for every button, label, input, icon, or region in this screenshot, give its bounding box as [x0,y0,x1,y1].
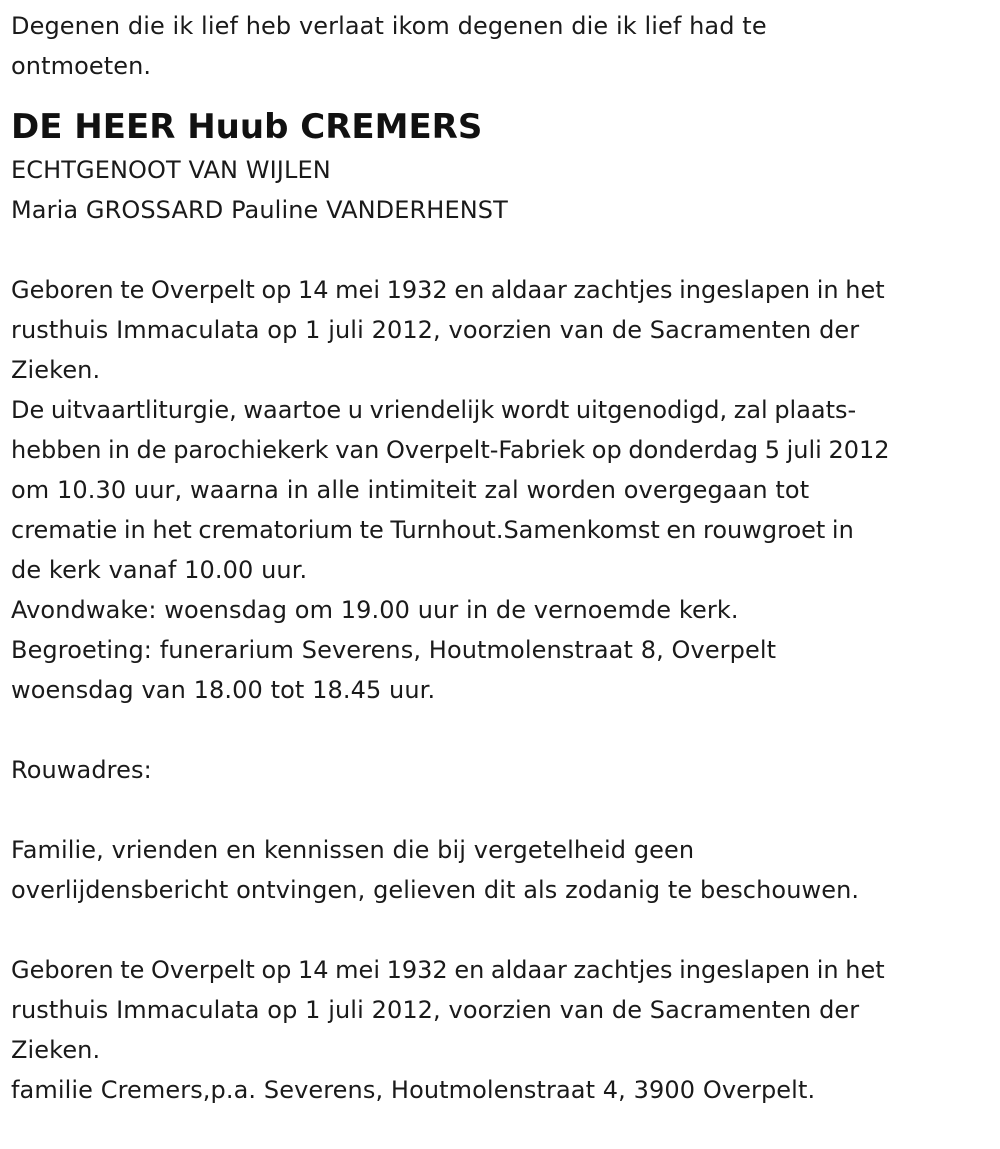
detail-line: rusthuis Immaculata op 1 juli 2012, voorzien van de Sacramenten der [11,316,860,344]
detail-line: de kerk vanaf 10.00 uur. [11,556,308,584]
detail-line: woensdag van 18.00 tot 18.45 uur. [11,676,436,704]
detail-line: Geboren te Overpelt op 14 mei 1932 en aldaar zachtjes ingeslapen in het [11,276,885,304]
contact-address: familie Cremers,p.a. Severens, Houtmolenstraat 4, 3900 Overpelt. [11,1076,816,1104]
spouse-label: ECHTGENOOT VAN WIJLEN [11,156,331,184]
spacer [11,230,990,270]
detail-line: hebben in de parochiekerk van Overpelt-Fabriek op donderdag 5 juli 2012 [11,436,890,464]
detail-line: om 10.30 uur, waarna in alle intimiteit zal worden overgegaan tot [11,476,810,504]
repeat-line: rusthuis Immaculata op 1 juli 2012, voorzien van de Sacramenten der [11,996,860,1024]
family-line: overlijdensbericht ontvingen, gelieven dit als zodanig te beschouwen. [11,876,860,904]
spacer [11,790,990,830]
spouse-names: Maria GROSSARD Pauline VANDERHENST [11,196,508,224]
detail-line: De uitvaartliturgie, waartoe u vriendelijk wordt uitgenodigd, zal plaats- [11,396,857,424]
detail-line: Avondwake: woensdag om 19.00 uur in de vernoemde kerk. [11,596,739,624]
quote-line: ontmoeten. [11,52,152,80]
repeat-line: Geboren te Overpelt op 14 mei 1932 en aldaar zachtjes ingeslapen in het [11,956,885,984]
detail-line: Zieken. [11,356,101,384]
address-label: Rouwadres: [11,756,152,784]
detail-line: crematie in het crematorium te Turnhout.Samenkomst en rouwgroet in [11,516,854,544]
detail-line: Begroeting: funerarium Severens, Houtmolenstraat 8, Overpelt [11,636,777,664]
funeral-details [11,270,990,710]
spacer [11,710,990,750]
family-notice [11,830,990,910]
quote-line: Degenen die ik lief heb verlaat ikom degenen die ik lief had te [11,12,767,40]
opening-quote [11,6,990,86]
repeat-line: Zieken. [11,1036,101,1064]
deceased-name: DE HEER Huub CREMERS [11,107,483,147]
family-line: Familie, vrienden en kennissen die bij vergetelheid geen [11,836,695,864]
repeat-details [11,950,990,1110]
spacer [11,910,990,950]
